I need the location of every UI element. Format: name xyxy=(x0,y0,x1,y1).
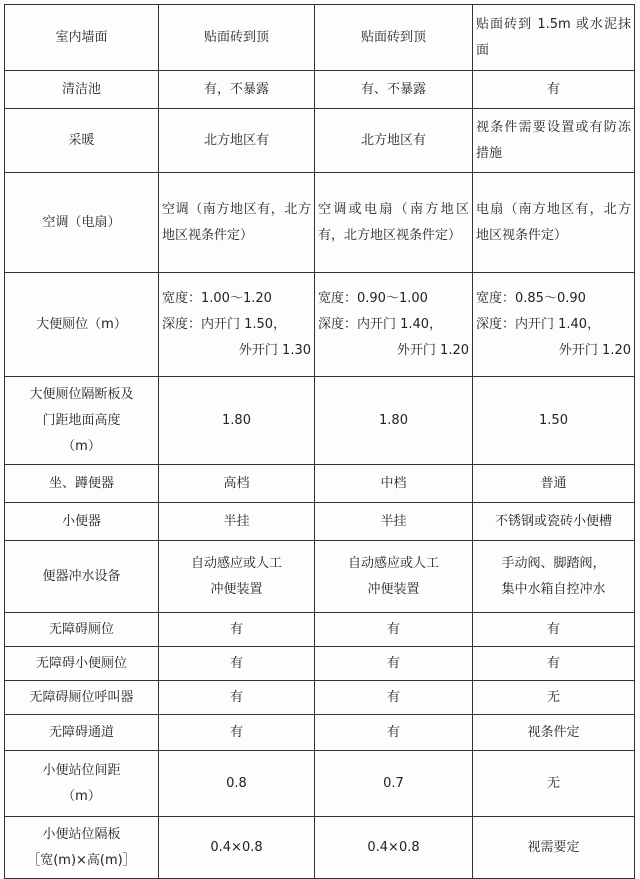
row-label: 无障碍小便厕位 xyxy=(5,647,159,681)
table-cell: 空调或电扇（南方地区有，北方地区视条件定） xyxy=(315,173,473,273)
cell-line: 宽度：1.00～1.20 xyxy=(162,290,272,306)
row-label: 空调（电扇） xyxy=(5,173,159,273)
row-label: 小便器 xyxy=(5,503,159,541)
table-cell: 半挂 xyxy=(159,503,315,541)
label-line: ［宽(m)×高(m)］ xyxy=(27,852,136,868)
table-row xyxy=(5,613,635,647)
table-cell: 有 xyxy=(159,613,315,647)
table-row xyxy=(5,273,635,377)
table-cell: 北方地区有 xyxy=(159,109,315,173)
table-cell xyxy=(315,273,473,377)
table-cell: 北方地区有 xyxy=(315,109,473,173)
table-cell xyxy=(473,273,635,377)
cell-line: 外开门 1.20 xyxy=(558,342,631,358)
label-line: （m） xyxy=(62,788,101,804)
table-cell: 有，不暴露 xyxy=(159,71,315,109)
cell-line: 冲便装置 xyxy=(367,581,420,597)
table-cell: 有 xyxy=(315,715,473,751)
table-row xyxy=(5,173,635,273)
cell-line: 深度：内开门 1.40， xyxy=(318,316,443,332)
row-label: 采暖 xyxy=(5,109,159,173)
table-cell: 有 xyxy=(315,647,473,681)
table-cell: 0.7 xyxy=(315,751,473,817)
table-cell: 0.8 xyxy=(159,751,315,817)
table-cell: 0.4×0.8 xyxy=(159,817,315,879)
table-cell: 有 xyxy=(315,681,473,715)
table-row xyxy=(5,541,635,613)
table-cell xyxy=(315,541,473,613)
row-label: 便器冲水设备 xyxy=(5,541,159,613)
label-line: 小便站位间距 xyxy=(42,762,121,778)
table-cell xyxy=(473,541,635,613)
table-cell: 有 xyxy=(473,647,635,681)
row-label: 无障碍厕位 xyxy=(5,613,159,647)
table-row xyxy=(5,817,635,879)
table-cell: 贴面砖到顶 xyxy=(159,5,315,71)
table-cell xyxy=(159,541,315,613)
cell-line: 集中水箱自控冲水 xyxy=(501,581,606,597)
cell-line: 自动感应或人工 xyxy=(347,555,439,571)
table-cell: 电扇（南方地区有，北方地区视条件定） xyxy=(473,173,635,273)
row-label: 坐、蹲便器 xyxy=(5,465,159,503)
table-row xyxy=(5,465,635,503)
table-cell: 1.80 xyxy=(315,377,473,465)
table-row xyxy=(5,503,635,541)
cell-line: 自动感应或人工 xyxy=(190,555,282,571)
row-label xyxy=(5,751,159,817)
row-label: 无障碍厕位呼叫器 xyxy=(5,681,159,715)
table-cell: 视需要定 xyxy=(473,817,635,879)
cell-line: 深度：内开门 1.40， xyxy=(476,316,601,332)
table-cell: 有 xyxy=(159,715,315,751)
cell-line: 外开门 1.30 xyxy=(238,342,311,358)
table-cell: 有 xyxy=(159,681,315,715)
table-cell: 有 xyxy=(473,71,635,109)
table-cell: 空调（南方地区有，北方地区视条件定） xyxy=(159,173,315,273)
table-cell: 贴面砖到 1.5m 或水泥抹面 xyxy=(473,5,635,71)
table-cell: 贴面砖到顶 xyxy=(315,5,473,71)
row-label: 大便厕位（m） xyxy=(5,273,159,377)
table-cell: 不锈钢或瓷砖小便槽 xyxy=(473,503,635,541)
table-cell: 视条件需要设置或有防冻措施 xyxy=(473,109,635,173)
row-label: 清洁池 xyxy=(5,71,159,109)
table-row xyxy=(5,715,635,751)
cell-line: 深度：内开门 1.50， xyxy=(162,316,287,332)
label-line: 门距地面高度 xyxy=(42,412,121,428)
row-label: 室内墙面 xyxy=(5,5,159,71)
table-cell: 中档 xyxy=(315,465,473,503)
table-cell: 1.50 xyxy=(473,377,635,465)
table-cell: 有 xyxy=(315,613,473,647)
table-row xyxy=(5,5,635,71)
label-line: 大便厕位隔断板及 xyxy=(29,386,134,402)
cell-line: 外开门 1.20 xyxy=(396,342,469,358)
table-cell: 0.4×0.8 xyxy=(315,817,473,879)
row-label: 无障碍通道 xyxy=(5,715,159,751)
table-cell xyxy=(159,273,315,377)
cell-line: 冲便装置 xyxy=(210,581,263,597)
table-row xyxy=(5,377,635,465)
row-label xyxy=(5,377,159,465)
table-row xyxy=(5,751,635,817)
table-row xyxy=(5,681,635,715)
table-cell: 有 xyxy=(159,647,315,681)
table-cell: 无 xyxy=(473,681,635,715)
table-row xyxy=(5,109,635,173)
row-label xyxy=(5,817,159,879)
label-line: 小便站位隔板 xyxy=(42,826,121,842)
table-row xyxy=(5,647,635,681)
table-cell: 普通 xyxy=(473,465,635,503)
table-cell: 高档 xyxy=(159,465,315,503)
cell-line: 宽度：0.90～1.00 xyxy=(318,290,428,306)
table-row xyxy=(5,71,635,109)
label-line: （m） xyxy=(62,438,101,454)
cell-line: 手动阀、脚踏阀， xyxy=(501,555,606,571)
table-cell: 视条件定 xyxy=(473,715,635,751)
table-cell: 1.80 xyxy=(159,377,315,465)
toilet-facility-spec-table xyxy=(4,4,635,879)
cell-line: 宽度：0.85～0.90 xyxy=(476,290,586,306)
table-cell: 有、不暴露 xyxy=(315,71,473,109)
table-cell: 无 xyxy=(473,751,635,817)
table-cell: 半挂 xyxy=(315,503,473,541)
table-cell: 有 xyxy=(473,613,635,647)
